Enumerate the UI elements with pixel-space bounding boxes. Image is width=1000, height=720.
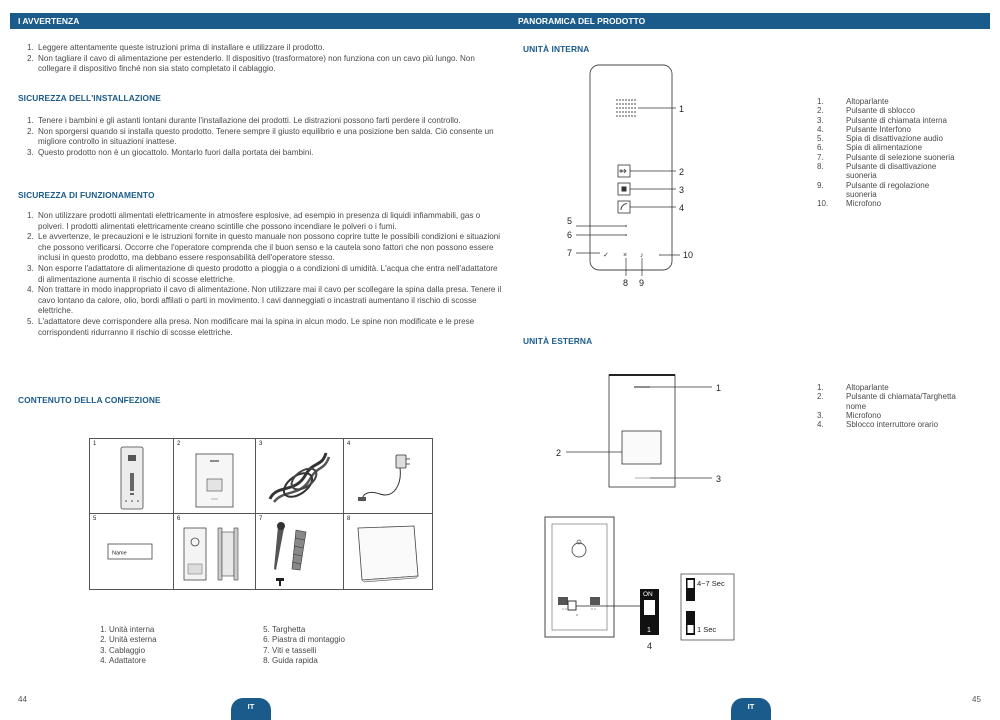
indoor-unit-diagram <box>560 52 800 292</box>
package-legend-item: 3. Cablaggio <box>109 646 157 656</box>
svg-text:✓: ✓ <box>603 252 609 259</box>
indoor-callout: 7 <box>567 248 573 258</box>
adapter-thumbnail <box>344 439 432 514</box>
operation-item: 3. Non esporre l'adattatore di alimentazione di questo prodotto a pioggia o a condizioni di umidità. L'acqua che entra nell'adattatore di alimentazione aumenta il rischio di scosse elettriche. <box>36 264 504 285</box>
operation-item: 4. Non trattare in modo inappropriato il cavo di alimentazione. Non utilizzare mai il cavo per scollegare la spina dalla presa. Tenere il cavo lontano da calore, olio, bordi affilati o parti in movimento. I cavi danneggiati o incastrati aumentano il rischio di scosse elettriche. <box>36 285 504 317</box>
language-tab: IT <box>731 698 771 720</box>
outdoor-unit-thumbnail <box>174 439 256 514</box>
package-legend-item: 8. Guida rapida <box>272 656 345 666</box>
package-cell <box>344 439 432 514</box>
cell-number: 8 <box>347 516 351 522</box>
cell-number: 5 <box>93 516 97 522</box>
nameplate-thumbnail <box>90 514 174 589</box>
package-legend-item: 1. Unità interna <box>109 625 157 635</box>
intro-item: 1. Leggere attentamente queste istruzioni prima di installare e utilizzare il prodotto. <box>36 43 504 54</box>
svg-text:♪: ♪ <box>640 252 644 259</box>
outdoor-part: 3. Microfono <box>817 410 882 420</box>
package-cell <box>90 439 174 514</box>
indoor-part: 10. Microfono <box>817 199 882 209</box>
indoor-callout: 4 <box>679 203 685 213</box>
package-cell <box>174 439 256 514</box>
package-contents-title: CONTENUTO DELLA CONFEZIONE <box>18 395 161 405</box>
operation-safety-title: SICUREZZA DI FUNZIONAMENTO <box>18 190 155 200</box>
indoor-unit-title: UNITÀ INTERNA <box>523 44 590 54</box>
page-number: 44 <box>18 695 27 704</box>
outdoor-callout: 2 <box>556 448 562 458</box>
indoor-part: 3. Pulsante di chiamata interna <box>817 115 947 125</box>
outdoor-callout: 3 <box>716 474 722 484</box>
operation-safety-list <box>18 211 504 338</box>
indoor-part: 6. Spia di alimentazione <box>817 143 923 153</box>
indoor-part: 7. Pulsante di selezione suoneria <box>817 152 955 162</box>
operation-item: 5. L'adattatore deve corrispondere alla presa. Non modificare mai la spina in alcun modo. Le spine non modificate e le prese corrispondenti ridurranno il rischio di scosse elettriche. <box>36 317 504 338</box>
package-cell <box>256 439 344 514</box>
package-legend-item: 5. Targhetta <box>272 625 345 635</box>
page-number: 45 <box>972 695 981 704</box>
switch-long-delay-label: 4~7 Sec <box>697 579 725 588</box>
outdoor-unit-title: UNITÀ ESTERNA <box>523 336 593 346</box>
package-legend-item: 4. Adattatore <box>109 656 157 666</box>
package-legend-right <box>255 625 345 667</box>
indoor-part: 9. Pulsante di regolazione suoneria <box>817 180 930 199</box>
cell-number: 2 <box>177 441 181 447</box>
indoor-part: 8. Pulsante di disattivazione suoneria <box>817 162 937 181</box>
intro-item: 2. Non tagliare il cavo di alimentazione per estenderlo. Il dispositivo (trasformatore) non funziona con un cavo più lungo. Non collegare il dispositivo finché non sia stato completato il cablaggio. <box>36 54 504 75</box>
indoor-callout: 9 <box>639 278 645 288</box>
package-legend-left <box>92 625 157 667</box>
installation-item: 3. Questo prodotto non è un giocattolo. Montarlo fuori dalla portata dei bambini. <box>36 148 504 159</box>
indoor-callout: 2 <box>679 167 685 177</box>
mounting-plate-thumbnail <box>174 514 256 589</box>
cell-number: 4 <box>347 441 351 447</box>
indoor-unit-thumbnail <box>90 439 174 514</box>
installation-item: 2. Non sporgersi quando si installa questo prodotto. Tenere sempre il giusto equilibrio e una posizione ben salda. Ciò consente un migliore controllo in situazioni inattese. <box>36 127 504 148</box>
installation-item: 1. Tenere i bambini e gli astanti lontani durante l'installazione dei prodotti. Le distrazioni possono farti perdere il controllo. <box>36 116 504 127</box>
left-page <box>0 0 500 715</box>
indoor-parts-list <box>817 97 977 209</box>
cell-number: 6 <box>177 516 181 522</box>
operation-item: 2. Le avvertenze, le precauzioni e le istruzioni fornite in questo manuale non possono coprire tutte le possibili condizioni e situazioni che possono verificarsi. Occorre che l'operatore comprenda che il buon senso e la cautela sono fattori che non possono essere inclusi in questo prodotto, ma debbano essere responsabilità dell'operatore stesso. <box>36 232 504 264</box>
cell-number: 3 <box>259 441 263 447</box>
outdoor-unit-diagram <box>550 368 790 493</box>
cell-number: 1 <box>93 441 97 447</box>
quick-guide-thumbnail <box>344 514 432 589</box>
package-cell <box>90 514 174 589</box>
outdoor-part: 1. Altoparlante <box>817 383 889 392</box>
package-legend-item: 7. Viti e tasselli <box>272 646 345 656</box>
indoor-callout: 6 <box>567 230 573 240</box>
indoor-part: 5. Spia di disattivazione audio <box>817 134 943 144</box>
cable-thumbnail <box>256 439 344 514</box>
outdoor-part: 4. Sblocco interruttore orario <box>817 420 939 430</box>
indoor-callout: 1 <box>679 104 685 114</box>
svg-text:×: × <box>623 252 628 259</box>
package-cell <box>344 514 432 589</box>
switch-short-delay-label: 1 Sec <box>697 625 717 634</box>
right-page <box>500 0 1000 715</box>
package-legend-item: 2. Unità esterna <box>109 635 157 645</box>
package-legend-item: 6. Piastra di montaggio <box>272 635 345 645</box>
outdoor-parts-list <box>817 383 977 429</box>
outdoor-back-switch-diagram <box>540 510 800 660</box>
switch-on-label: ON <box>643 591 653 598</box>
switch-callout: 4 <box>647 641 653 651</box>
package-contents-grid <box>89 438 433 590</box>
indoor-callout: 10 <box>683 250 694 260</box>
language-tab: IT <box>231 698 271 720</box>
switch-number-label: 1 <box>647 627 651 634</box>
package-cell <box>256 514 344 589</box>
indoor-callout: 5 <box>567 216 573 226</box>
indoor-part: 2. Pulsante di sblocco <box>817 106 915 116</box>
package-cell <box>174 514 256 589</box>
overview-header: PANORAMICA DEL PRODOTTO <box>500 13 990 29</box>
outdoor-part: 2. Pulsante di chiamata/Targhetta nome <box>817 392 956 411</box>
nameplate-label: Name <box>112 550 127 557</box>
indoor-part: 1. Altoparlante <box>817 97 889 106</box>
installation-safety-list <box>18 116 504 158</box>
operation-item: 1. Non utilizzare prodotti alimentati elettricamente in atmosfere esplosive, ad esempio in presenza di liquidi infiammabili, gas o polveri. I prodotti alimentati elettricamente creano scintille che possono incendiare le polveri o i fumi. <box>36 211 504 232</box>
intro-list <box>18 43 504 75</box>
indoor-callout: 8 <box>623 278 629 288</box>
indoor-callout: 3 <box>679 185 685 195</box>
cell-number: 7 <box>259 516 263 522</box>
screws-thumbnail <box>256 514 344 589</box>
outdoor-callout: 1 <box>716 383 722 393</box>
installation-safety-title: SICUREZZA DELL'INSTALLAZIONE <box>18 93 161 103</box>
indoor-part: 4. Pulsante Interfono <box>817 124 911 134</box>
warning-header: I AVVERTENZA <box>10 13 500 29</box>
